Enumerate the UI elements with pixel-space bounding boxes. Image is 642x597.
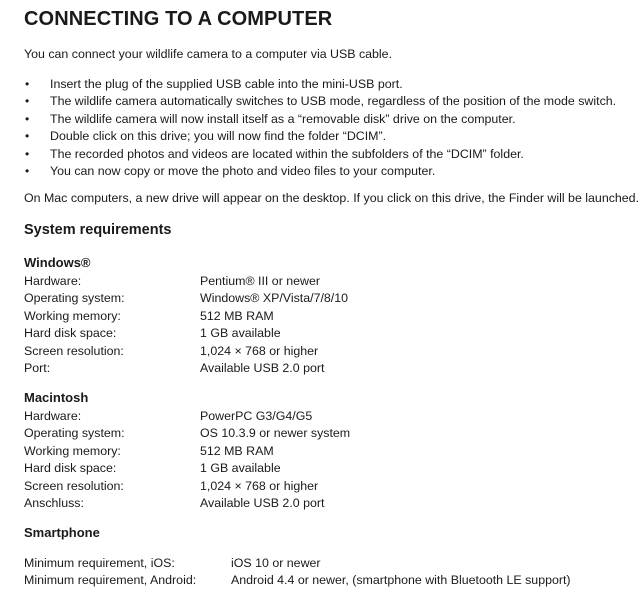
spec-value: OS 10.3.9 or newer system	[200, 426, 351, 441]
spec-value: 512 MB RAM	[200, 308, 274, 323]
page-title: CONNECTING TO A COMPUTER	[24, 8, 333, 30]
steps-list	[24, 76, 616, 180]
spec-value: PowerPC G3/G4/G5	[200, 409, 313, 423]
bullet-icon: •	[25, 77, 30, 91]
bullet-icon: •	[25, 111, 30, 126]
bullet-icon: •	[25, 146, 30, 161]
spec-key: Operating system:	[24, 291, 125, 306]
windows-heading: Windows®	[24, 255, 91, 270]
spec-value: iOS 10 or newer	[231, 556, 321, 570]
spec-value: Available USB 2.0 port	[200, 495, 325, 510]
list-item: • The recorded photos and videos are located within the subfolders of the “DCIM” folder.	[24, 146, 616, 163]
spec-key: Hardware:	[24, 274, 82, 288]
spec-value: 1,024 × 768 or higher	[200, 478, 319, 493]
mac-note: On Mac computers, a new drive will appear on the desktop. If you click on this drive, the Finder will be launched.	[24, 191, 640, 205]
bullet-icon: •	[25, 94, 30, 109]
spec-key: Hardware:	[24, 409, 82, 423]
list-item: • The wildlife camera automatically switches to USB mode, regardless of the position of the mode switch.	[24, 93, 616, 110]
spec-value: Windows® XP/Vista/7/8/10	[200, 291, 349, 306]
spec-key: Minimum requirement, iOS:	[24, 556, 175, 570]
list-item: • Insert the plug of the supplied USB cable into the mini-USB port.	[24, 76, 616, 93]
spec-value: 512 MB RAM	[200, 443, 274, 458]
spec-value: Pentium® III or newer	[200, 274, 321, 288]
spec-key: Screen resolution:	[24, 478, 124, 493]
macintosh-heading: Macintosh	[24, 390, 89, 405]
spec-value: 1 GB available	[200, 461, 281, 476]
spec-key: Minimum requirement, Android:	[24, 573, 197, 588]
system-requirements-heading: System requirements	[24, 222, 172, 238]
spec-key: Hard disk space:	[24, 461, 117, 476]
intro-text: You can connect your wildlife camera to a computer via USB cable.	[24, 47, 393, 61]
spec-key: Hard disk space:	[24, 326, 117, 341]
spec-key: Working memory:	[24, 308, 121, 323]
bullet-icon: •	[25, 129, 30, 144]
spec-key: Operating system:	[24, 426, 125, 441]
spec-value: Available USB 2.0 port	[200, 360, 325, 375]
list-item: • Double click on this drive; you will now find the folder “DCIM”.	[24, 128, 616, 145]
spec-value: 1,024 × 768 or higher	[200, 343, 319, 358]
list-item: • The wildlife camera will now install itself as a “removable disk” drive on the computer.	[24, 111, 616, 128]
spec-key: Anschluss:	[24, 495, 84, 510]
spec-value: 1 GB available	[200, 326, 281, 341]
list-item: • You can now copy or move the photo and video files to your computer.	[24, 163, 616, 180]
spec-key: Working memory:	[24, 443, 121, 458]
smartphone-heading: Smartphone	[24, 525, 100, 540]
spec-key: Screen resolution:	[24, 343, 124, 358]
bullet-icon: •	[25, 163, 30, 178]
spec-key: Port:	[24, 360, 51, 375]
spec-value: Android 4.4 or newer, (smartphone with Bluetooth LE support)	[231, 573, 571, 588]
